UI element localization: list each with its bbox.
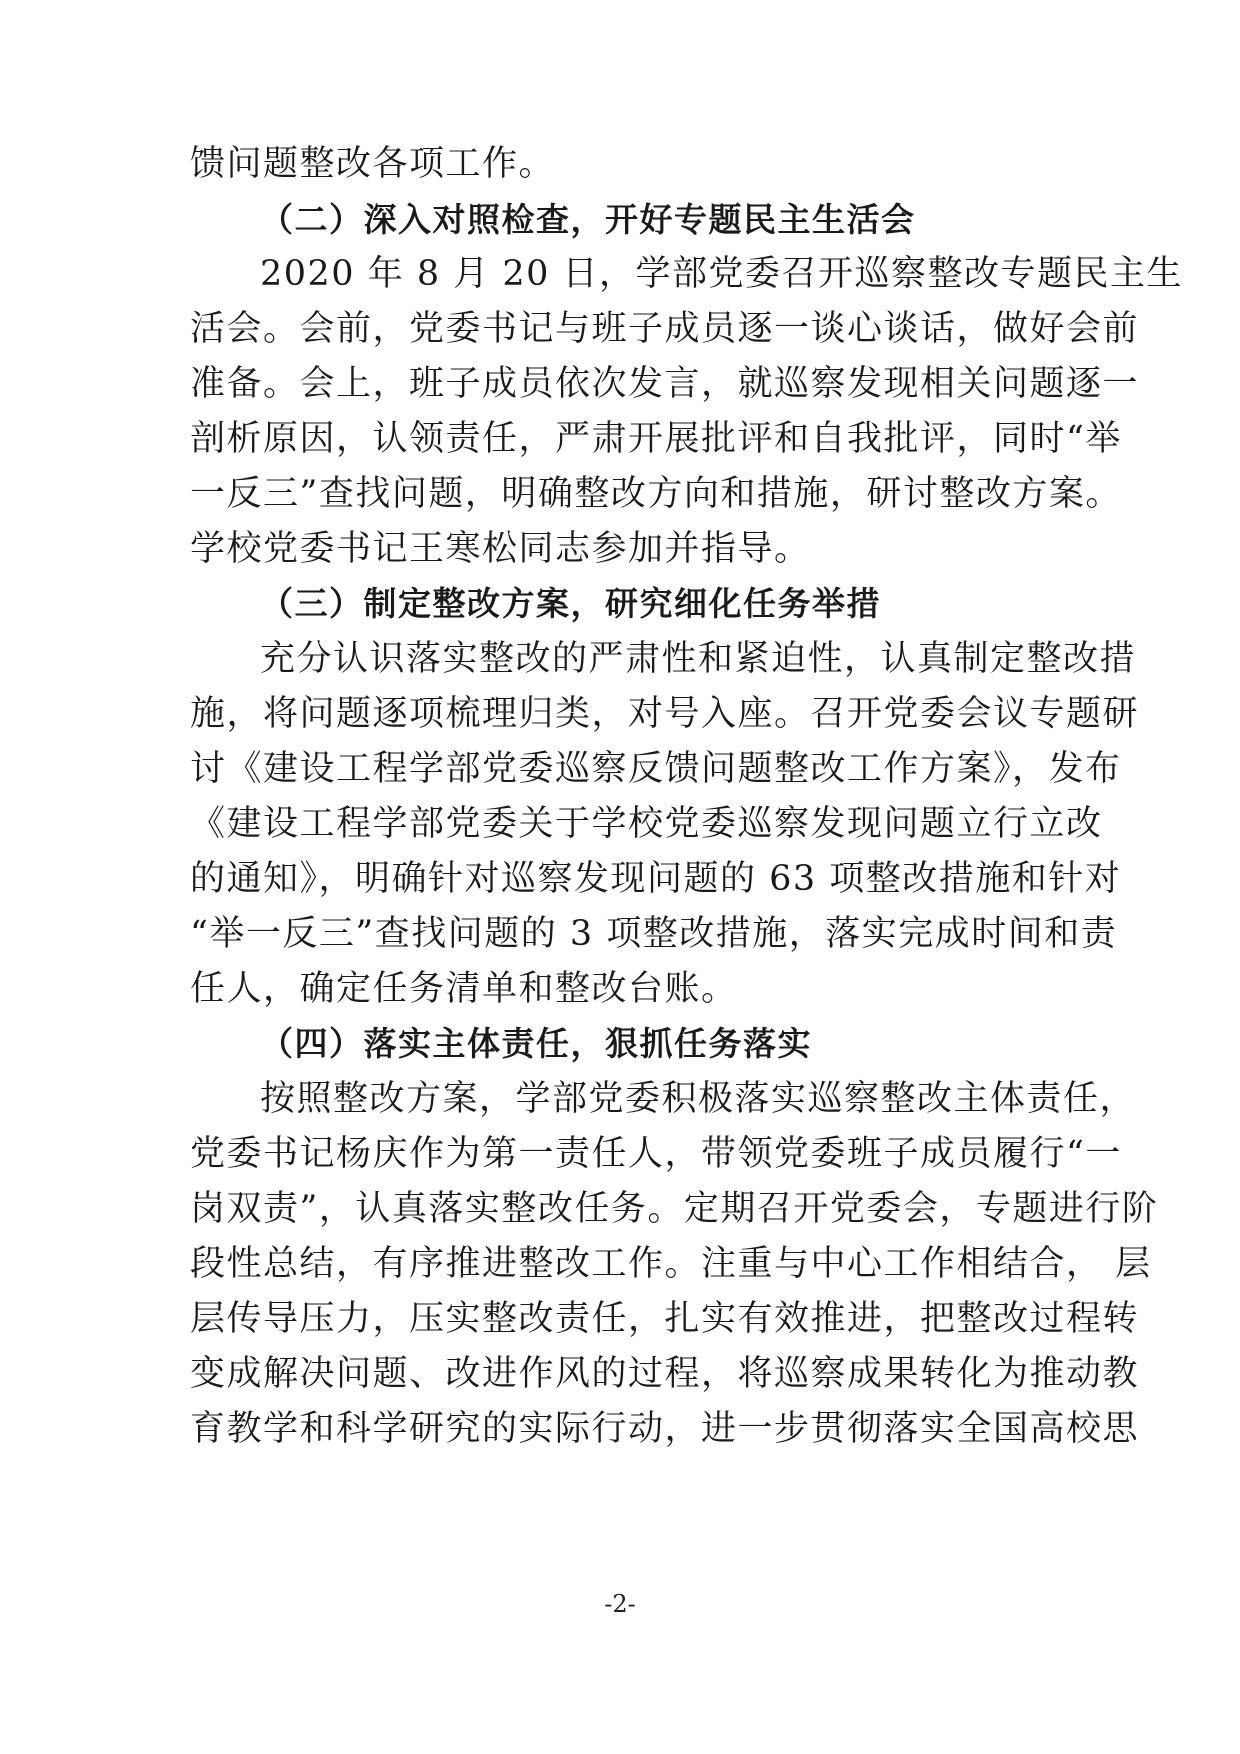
paragraph-line: 2020 年 8 月 20 日，学部党委召开巡察整改专题民主生: [260, 254, 1184, 294]
paragraph-line: 的通知》，明确针对巡察发现问题的 63 项整改措施和针对: [190, 859, 1122, 899]
section-heading-2: （二）深入对照检查，开好专题民主生活会: [260, 200, 916, 239]
paragraph-line: 充分认识落实整改的严肃性和紧迫性，认真制定整改措: [260, 639, 1137, 679]
paragraph-line: 段性总结，有序推进整改工作。注重与中心工作相结合， 层: [190, 1244, 1152, 1284]
paragraph-line: 准备。会上，班子成员依次发言，就巡察发现相关问题逐一: [190, 364, 1140, 404]
paragraph-line: 讨《建设工程学部党委巡察反馈问题整改工作方案》，发布: [190, 749, 1122, 789]
paragraph-line: 学校党委书记王寒松同志参加并指导。: [190, 529, 811, 569]
paragraph-line: 剖析原因，认领责任，严肃开展批评和自我批评，同时“举: [190, 419, 1122, 459]
paragraph-line: 党委书记杨庆作为第一责任人，带领党委班子成员履行“一: [190, 1134, 1122, 1174]
paragraph-line: 变成解决问题、改进作风的过程，将巡察成果转化为推动教: [190, 1354, 1140, 1394]
paragraph-line: 任人，确定任务清单和整改台账。: [190, 969, 738, 1009]
paragraph-line: “举一反三”查找问题的 3 项整改措施，落实完成时间和责: [190, 914, 1118, 954]
paragraph-line: 活会。会前，党委书记与班子成员逐一谈心谈话，做好会前: [190, 309, 1140, 349]
section-heading-4: （四）落实主体责任，狠抓任务落实: [260, 1024, 812, 1063]
paragraph-line: 馈问题整改各项工作。: [190, 144, 556, 184]
paragraph-line: 层传导压力，压实整改责任，扎实有效推进，把整改过程转: [190, 1299, 1140, 1339]
paragraph-line: 一反三”查找问题，明确整改方向和措施，研讨整改方案。: [190, 474, 1122, 514]
paragraph-line: 施，将问题逐项梳理归类，对号入座。召开党委会议专题研: [190, 694, 1140, 734]
section-heading-3: （三）制定整改方案，研究细化任务举措: [260, 584, 881, 623]
paragraph-line: 《建设工程学部党委关于学校党委巡察发现问题立行立改: [190, 804, 1103, 844]
paragraph-line: 按照整改方案，学部党委积极落实巡察整改主体责任，: [260, 1079, 1137, 1119]
paragraph-line: 育教学和科学研究的实际行动，进一步贯彻落实全国高校思: [190, 1409, 1140, 1449]
paragraph-line: 岗双责”，认真落实整改任务。定期召开党委会，专题进行阶: [190, 1189, 1159, 1229]
page-number: -2-: [604, 1590, 636, 1618]
